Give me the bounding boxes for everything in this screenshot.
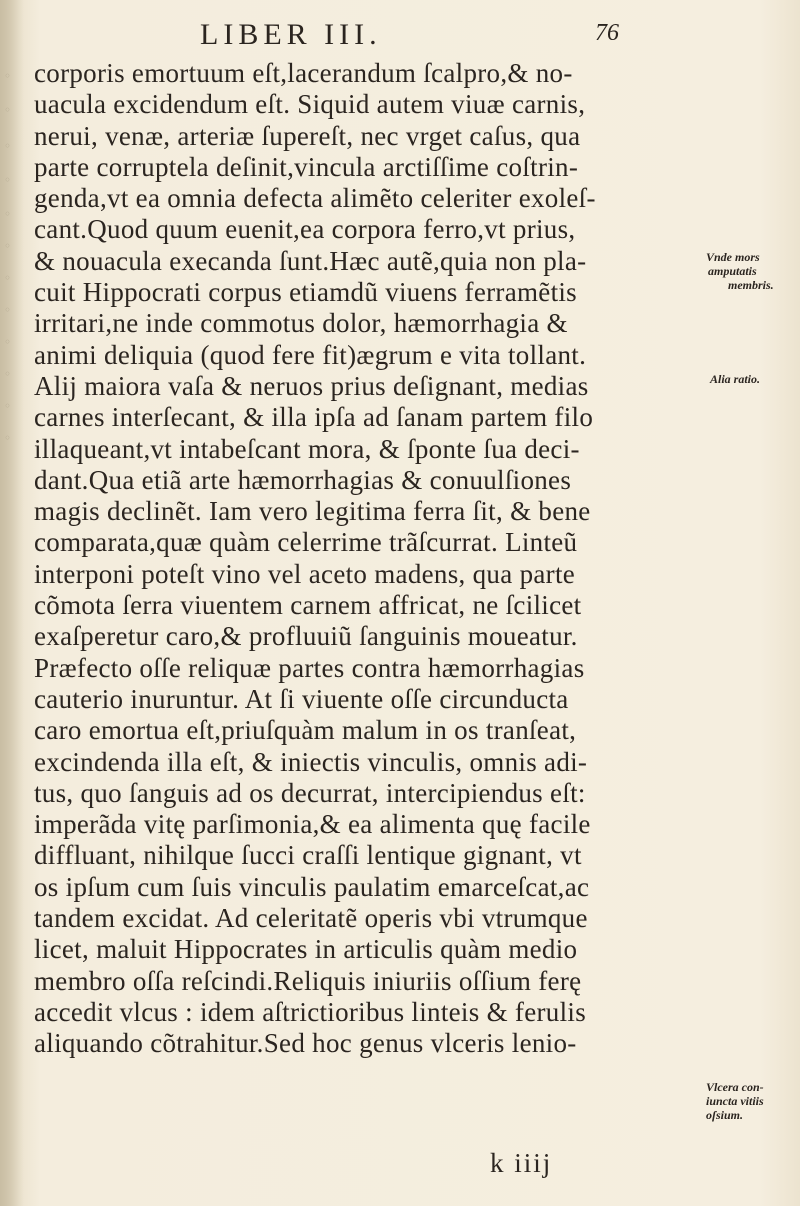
text-line: cant.Quod quum euenit,ea corpora ferro,vt prius,	[34, 214, 576, 245]
bleed-through-mark: ◦	[4, 173, 12, 187]
text-line: accedit vlcus : idem aſtrictioribus linteis & ferulis	[34, 996, 587, 1027]
text-line: comparata,quæ quàm celerrime trãſcurrat. Linteũ	[34, 527, 578, 558]
bleed-through-mark: ◦	[4, 335, 12, 349]
page-header	[200, 18, 680, 58]
text-line: tus, quo ſanguis ad os decurrat, intercipiendus eſt:	[34, 777, 586, 808]
text-line: tandem excidat. Ad celeritatẽ operis vbi vtrumque	[34, 903, 588, 934]
text-line: excindenda illa eſt, & iniectis vinculis, omnis adi-	[34, 746, 588, 777]
margin-note-line: iuncta vitiis	[706, 1094, 764, 1108]
text-line: cuit Hippocrati corpus etiamdũ viuens ferramẽtis	[34, 277, 577, 308]
text-line: irritari,ne inde commotus dolor, hæmorrhagia &	[34, 308, 568, 339]
bleed-through-mark: ◦	[4, 207, 12, 221]
body-text	[34, 58, 714, 1060]
bleed-through-mark: ◦	[4, 69, 12, 83]
text-line: Præfecto oſſe reliquæ partes contra hæmorrhagias	[34, 652, 585, 683]
bleed-through-mark: ◦	[4, 399, 12, 413]
margin-note-line: oſsium.	[706, 1108, 744, 1122]
margin-note-line: membris.	[728, 278, 774, 292]
margin-note-line: amputatis	[708, 264, 757, 278]
margin-note-line: Vnde mors	[706, 250, 760, 264]
text-line: interponi poteſt vino vel aceto madens, qua parte	[34, 558, 576, 589]
page-number: 76	[595, 20, 619, 46]
text-line: imperãda vitę parſimonia,& ea alimenta quę facile	[34, 809, 591, 840]
text-line: magis declinẽt. Iam vero legitima ferra ſit, & bene	[34, 496, 591, 527]
bleed-through-mark: ◦	[4, 239, 12, 253]
text-line: genda,vt ea omnia defecta alimẽto celeriter exoleſ-	[34, 183, 596, 214]
text-line: illaqueant,vt intabeſcant mora, & ſponte ſua deci-	[34, 433, 580, 464]
margin-note-alia-ratio	[710, 372, 760, 386]
text-line: uacula excidendum eſt. Siquid autem viuæ carnis,	[34, 89, 586, 120]
bleed-through-mark: ◦	[4, 139, 12, 153]
bleed-through-mark: ◦	[4, 431, 12, 445]
text-line: aliquando cõtrahitur.Sed hoc genus vlceris lenio-	[34, 1028, 577, 1059]
text-line: cõmota ſerra viuentem carnem affricat, ne ſcilicet	[34, 590, 582, 621]
margin-note-vlcera	[706, 1080, 764, 1122]
page-gutter-shadow	[0, 0, 24, 1206]
bleed-through-mark: ◦	[4, 271, 12, 285]
text-line: licet, maluit Hippocrates in articulis quàm medio	[34, 934, 578, 965]
bleed-through-mark: ◦	[4, 303, 12, 317]
text-line: parte corruptela deſinit,vincula arctiſſime coſtrin-	[34, 151, 579, 182]
text-line: cauterio inuruntur. At ſi viuente oſſe circunducta	[34, 683, 569, 714]
text-line: corporis emortuum eſt,lacerandum ſcalpro,& no-	[34, 58, 573, 88]
text-line: os ipſum cum ſuis vinculis paulatim emarceſcat,ac	[34, 871, 590, 902]
text-line: animi deliquia (quod fere fit)ægrum e vita tollant.	[34, 339, 587, 370]
text-line: carnes interſecant, & illa ipſa ad ſanam partem filo	[34, 402, 594, 433]
margin-note-vnde-mors	[706, 250, 774, 292]
bleed-through-mark: ◦	[4, 103, 12, 117]
text-line: dant.Qua etiã arte hæmorrhagias & conuulſiones	[34, 464, 572, 495]
text-line: membro oſſa reſcindi.Reliquis iniuriis oſſium ferę	[34, 965, 582, 996]
text-line: diffluant, nihilque ſucci craſſi lentique gignant, vt	[34, 840, 582, 871]
bleed-through-mark: ◦	[4, 367, 12, 381]
text-line: caro emortua eſt,priuſquàm malum in os tranſeat,	[34, 715, 577, 746]
text-line: & nouacula execanda ſunt.Hæc autẽ,quia non pla-	[34, 245, 587, 276]
margin-note-line: Vlcera con-	[706, 1080, 764, 1094]
running-head: LIBER III.	[200, 18, 382, 51]
signature-mark: k iiij	[490, 1148, 553, 1178]
margin-note-line: Alia ratio.	[710, 372, 761, 386]
text-line: exaſperetur caro,& profluuiũ ſanguinis moueatur.	[34, 621, 578, 652]
text-line: Alij maiora vaſa & neruos prius deſignant, medias	[34, 370, 589, 401]
text-line: nerui, venæ, arteriæ ſupereſt, nec vrget caſus, qua	[34, 120, 581, 151]
